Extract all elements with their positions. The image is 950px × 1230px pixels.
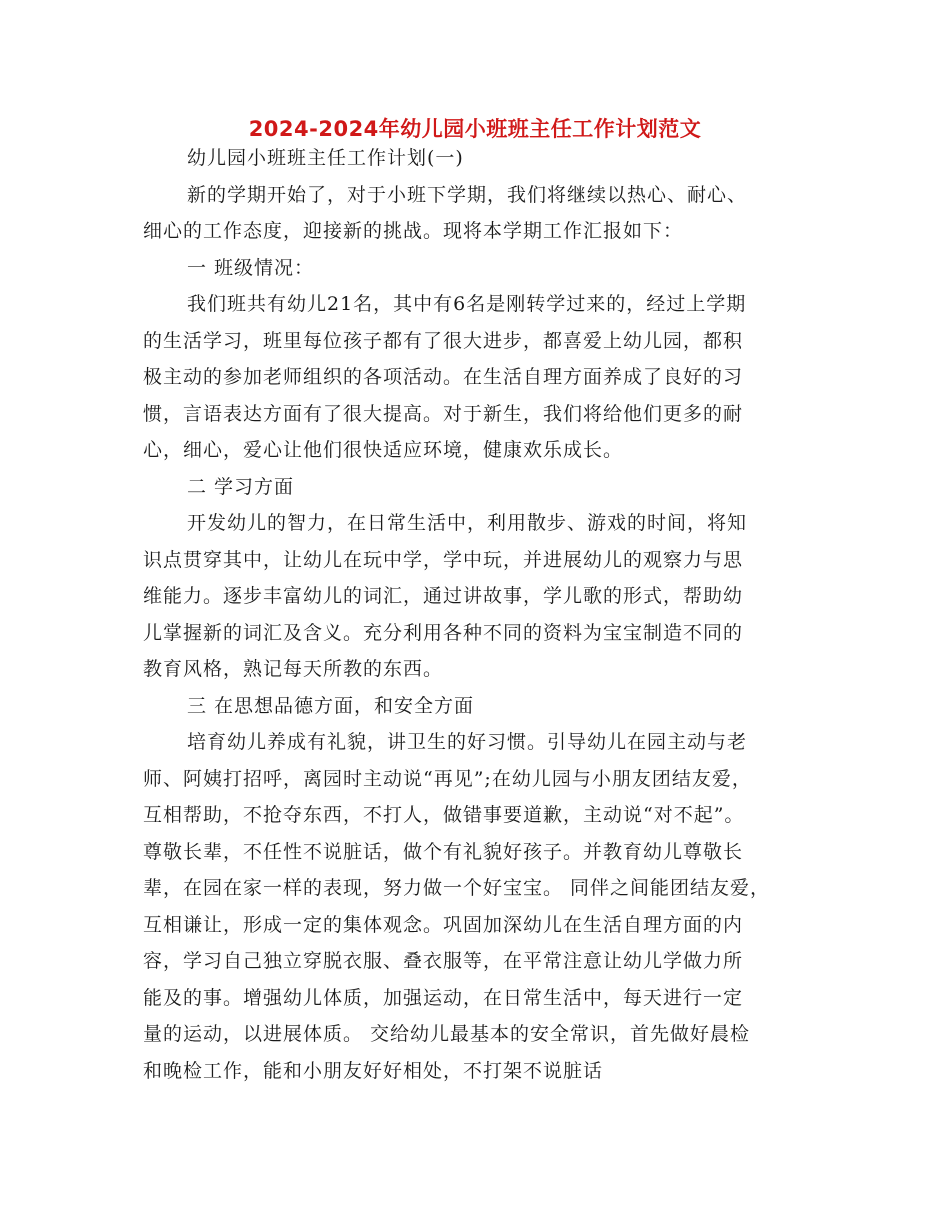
text-line: 惯，言语表达方面有了很大提高。对于新生，我们将给他们更多的耐 — [143, 402, 744, 425]
text-line: 三 在思想品德方面，和安全方面 — [187, 694, 475, 717]
text-line: 和晚检工作，能和小朋友好好相处，不打架不说脏话 — [143, 1059, 604, 1082]
text-line: 尊敬长辈，不任性不说脏话，做个有礼貌好孩子。并教育幼儿尊敬长 — [143, 840, 744, 863]
text-line: 极主动的参加老师组织的各项活动。在生活自理方面养成了良好的习 — [143, 366, 744, 388]
text-line: 我们班共有幼儿21名，其中有6名是刚转学过来的，经过上学期 — [187, 293, 747, 315]
text-line: 维能力。逐步丰富幼儿的词汇，通过讲故事，学儿歌的形式，帮助幼 — [143, 585, 744, 607]
text-line: 新的学期开始了，对于小班下学期，我们将继续以热心、耐心、 — [187, 183, 748, 206]
text-line: 互相帮助，不抢夺东西，不打人，做错事要道歉，主动说“对不起”。 — [143, 804, 745, 826]
text-line: 量的运动，以进展体质。 交给幼儿最基本的安全常识，首先做好晨检 — [143, 1023, 751, 1045]
document-body — [143, 140, 823, 1089]
document-title: 2024-2024年幼儿园小班班主任工作计划范文 — [248, 117, 702, 141]
text-line: 一 班级情况： — [187, 256, 315, 279]
text-line: 心，细心，爱心让他们很快适应环境，健康欢乐成长。 — [143, 439, 624, 461]
text-line: 辈，在园在家一样的表现，努力做一个好宝宝。 同伴之间能团结友爱， — [143, 877, 771, 899]
text-line: 细心的工作态度，迎接新的挑战。现将本学期工作汇报如下： — [143, 220, 684, 242]
text-line: 培育幼儿养成有礼貌，讲卫生的好习惯。引导幼儿在园主动与老 — [187, 731, 748, 753]
text-line: 师、阿姨打招呼，离园时主动说“再见”;在幼儿园与小朋友团结友爱， — [143, 767, 752, 790]
text-line: 幼儿园小班班主任工作计划(一) — [187, 147, 464, 169]
text-line: 能及的事。增强幼儿体质，加强运动，在日常生活中，每天进行一定 — [143, 986, 744, 1009]
text-line: 教育风格，熟记每天所教的东西。 — [143, 658, 444, 680]
text-line: 儿掌握新的词汇及含义。充分利用各种不同的资料为宝宝制造不同的 — [143, 621, 744, 644]
text-line: 的生活学习，班里每位孩子都有了很大进步，都喜爱上幼儿园，都积 — [143, 329, 744, 352]
text-line: 开发幼儿的智力，在日常生活中，利用散步、游戏的时间，将知 — [187, 512, 748, 534]
text-line: 识点贯穿其中，让幼儿在玩中学，学中玩，并进展幼儿的观察力与思 — [143, 548, 744, 571]
text-line: 容，学习自己独立穿脱衣服、叠衣服等，在平常注意让幼儿学做力所 — [143, 950, 744, 972]
text-line: 二 学习方面 — [187, 475, 295, 498]
text-line: 互相谦让，形成一定的集体观念。巩固加深幼儿在生活自理方面的内 — [143, 913, 744, 936]
